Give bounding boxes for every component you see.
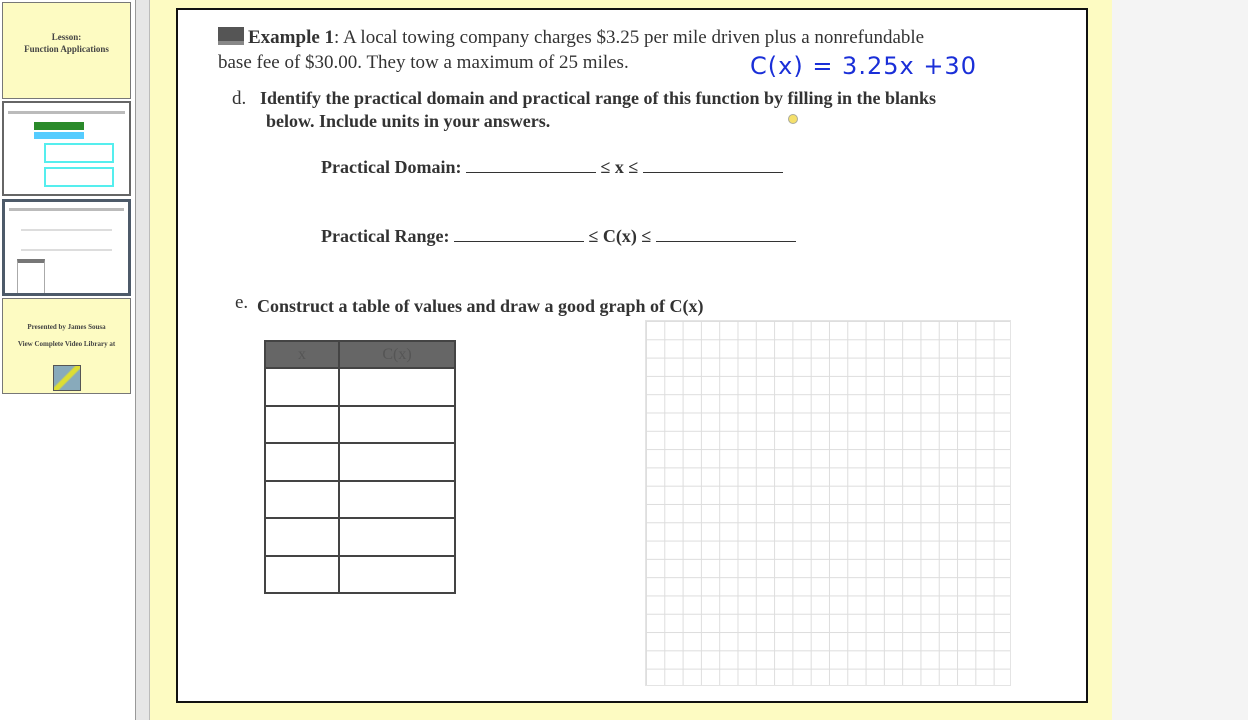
domain-label: Practical Domain: bbox=[321, 157, 462, 177]
table-row bbox=[265, 481, 455, 519]
sidebar-splitter[interactable] bbox=[136, 0, 150, 720]
part-d-line-1: Identify the practical domain and practical range of this function by filling in the blanks bbox=[260, 88, 937, 108]
table-header-x: x bbox=[265, 341, 339, 368]
range-label: Practical Range: bbox=[321, 226, 450, 246]
domain-blank-low[interactable] bbox=[466, 159, 596, 173]
example-text-1: : A local towing company charges $3.25 per mile driven plus a nonrefundable bbox=[334, 27, 925, 48]
example-label: Example 1 bbox=[248, 27, 335, 48]
credits-panel bbox=[2, 298, 131, 394]
table-row bbox=[265, 368, 455, 406]
presenter-text: Presented by James Sousa bbox=[27, 323, 106, 331]
lesson-label: Lesson: bbox=[51, 32, 82, 42]
domain-inequality: ≤ x ≤ bbox=[600, 157, 639, 177]
example-line-1 bbox=[218, 27, 924, 49]
practical-domain-row bbox=[321, 157, 783, 178]
graph-grid bbox=[645, 320, 1011, 686]
range-blank-low[interactable] bbox=[454, 228, 584, 242]
domain-blank-high[interactable] bbox=[643, 159, 783, 173]
range-blank-high[interactable] bbox=[656, 228, 796, 242]
logo-icon bbox=[53, 365, 81, 391]
handwritten-formula: C(x) = 3.25x +30 bbox=[750, 52, 977, 80]
values-table bbox=[264, 340, 456, 594]
slide-thumbnail-2-current[interactable] bbox=[2, 199, 131, 296]
slide-thumbnail-1[interactable] bbox=[2, 101, 131, 196]
library-text: View Complete Video Library at bbox=[17, 340, 116, 348]
laptop-icon bbox=[218, 27, 244, 45]
practical-range-row bbox=[321, 226, 796, 247]
part-d-letter: d. bbox=[232, 88, 247, 109]
example-line-2: base fee of $30.00. They tow a maximum of 25 miles. bbox=[218, 52, 629, 73]
part-e-text: Construct a table of values and draw a good graph of C(x) bbox=[257, 296, 704, 316]
table-row bbox=[265, 406, 455, 444]
part-d-line-2: below. Include units in your answers. bbox=[266, 111, 551, 131]
table-row bbox=[265, 556, 455, 594]
slide-title-thumbnail[interactable] bbox=[2, 2, 131, 99]
lesson-title: Function Applications bbox=[24, 44, 109, 54]
slide-sidebar bbox=[0, 0, 136, 720]
table-header-cx: C(x) bbox=[339, 341, 455, 368]
table-row bbox=[265, 443, 455, 481]
part-e-letter: e. bbox=[235, 292, 249, 313]
pointer-cursor bbox=[788, 114, 798, 124]
table-row bbox=[265, 518, 455, 556]
range-inequality: ≤ C(x) ≤ bbox=[588, 226, 652, 246]
